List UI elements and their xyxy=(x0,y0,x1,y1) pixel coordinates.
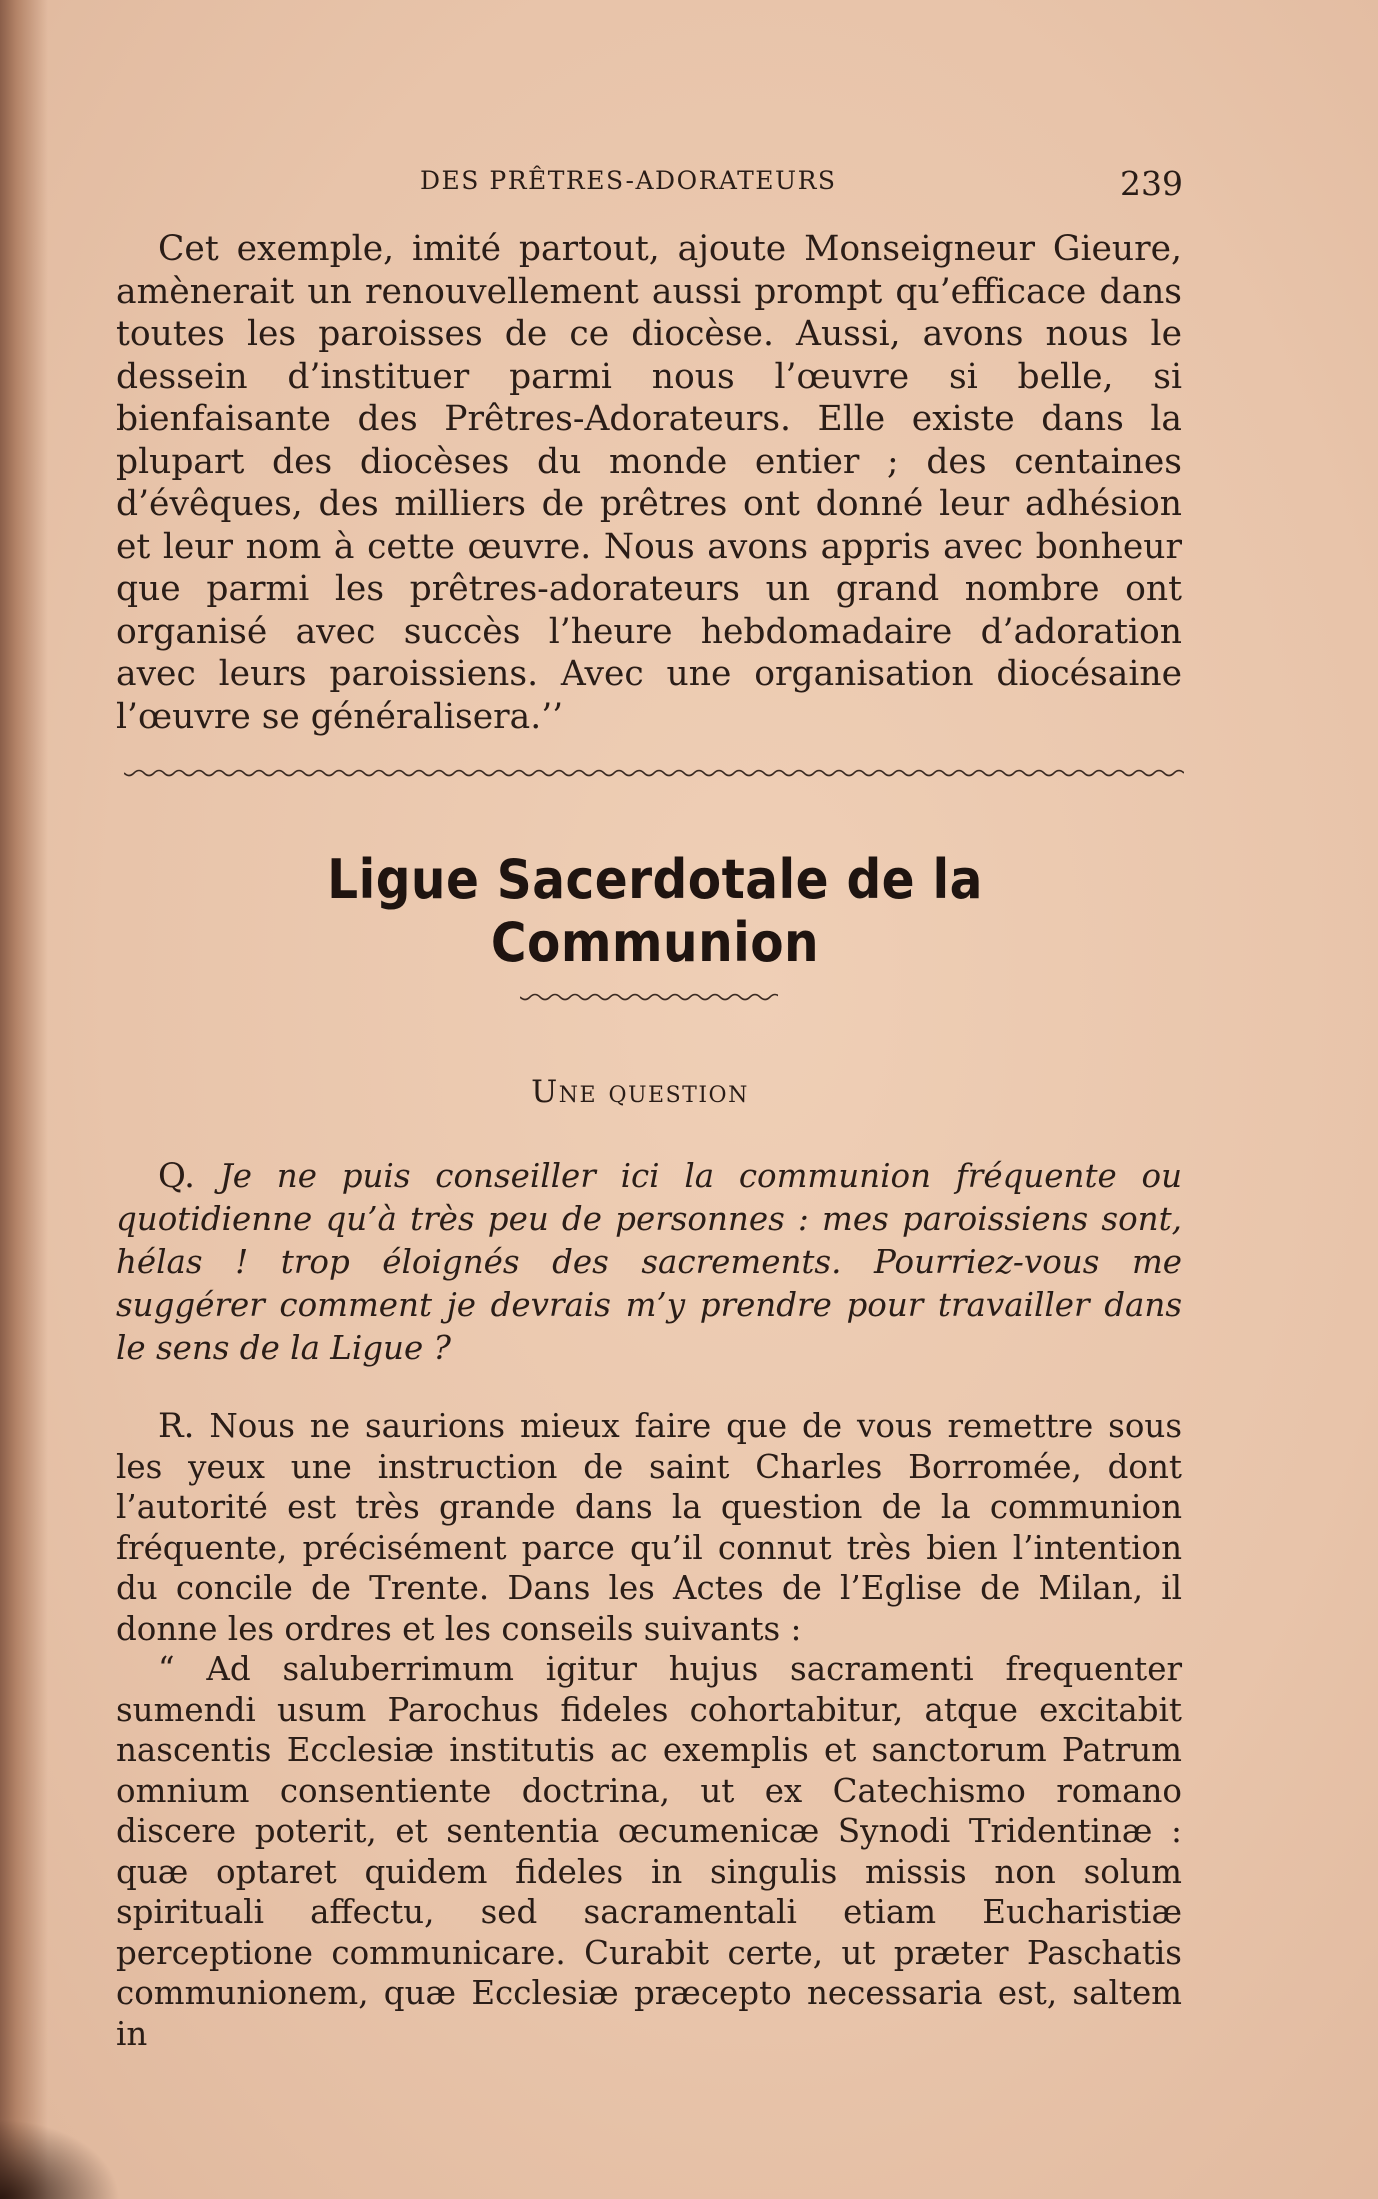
latin-quote: “ Ad saluberrimum igitur hujus sacramenti frequenter sumendi usum Parochus fideles cohortabitur, atque excitabit nascentis Ecclesiæ institutis ac exemplis et sanctorum Patrum omnium consentiente doctrina, ut ex Catechismo romano discere poterit, et sententia œcumenicæ Synodi Tridentinæ : quæ optaret quidem fideles in singulis missis non solum spirituali affectu, sed sacramentali etiam Eucharistiæ perceptione communicare. Curabit certe, ut præter Paschatis communionem, quæ Ecclesiæ præcepto necessaria est, saltem in xyxy=(116,1650,1182,2053)
running-head: DES PRÊTRES-ADORATEURS xyxy=(420,166,837,195)
answer-letter: R. xyxy=(158,1406,195,1446)
corner-shadow xyxy=(0,2119,120,2199)
wavy-divider-top xyxy=(124,766,1184,780)
intro-paragraph-block xyxy=(116,228,1182,738)
question-paragraph xyxy=(116,1155,1182,1370)
answer-paragraph xyxy=(116,1406,1182,1649)
binding-shadow xyxy=(0,0,48,2199)
subtitle: Une question xyxy=(531,1074,749,1110)
question-block xyxy=(116,1155,1182,1370)
page-number: 239 xyxy=(1120,164,1183,203)
answer-block xyxy=(116,1406,1182,2054)
question-text: Je ne puis conseiller ici la communion fréquente ou quotidienne qu’à très peu de personnes : mes paroissiens sont, hélas ! trop éloignés des sacrements. Pourriez-vous me suggérer comment je devrais m’y prendre pour travailler dans le sens de la Ligue ? xyxy=(116,1157,1182,1367)
section-title: Ligue Sacerdotale de la Communion xyxy=(327,848,983,974)
answer-text: Nous ne saurions mieux faire que de vous remettre sous les yeux une instruction de saint Charles Borromée, dont l’autorité est très grande dans la question de la communion fréquente, précisément parce qu’il connut très bien l’intention du concile de Trente. Dans les Actes de l’Eglise de Milan, il donne les ordres et les conseils suivants : xyxy=(116,1407,1182,1648)
intro-paragraph: Cet exemple, imité partout, ajoute Monseigneur Gieure, amènerait un renouvellement aussi prompt qu’efficace dans toutes les paroisses de ce diocèse. Aussi, avons nous le dessein d’instituer parmi nous l’œuvre si belle, si bienfaisante des Prêtres-Adorateurs. Elle existe dans la plupart des diocèses du monde entier ; des centaines d’évêques, des milliers de prêtres ont donné leur adhésion et leur nom à cette œuvre. Nous avons appris avec bonheur que parmi les prêtres-adorateurs un grand nombre ont organisé avec succès l’heure hebdomadaire d’adoration avec leurs paroissiens. Avec une organisation diocésaine l’œuvre se généralisera.’’ xyxy=(116,229,1182,737)
wavy-divider-small xyxy=(520,990,778,1004)
question-letter: Q. xyxy=(158,1156,195,1196)
